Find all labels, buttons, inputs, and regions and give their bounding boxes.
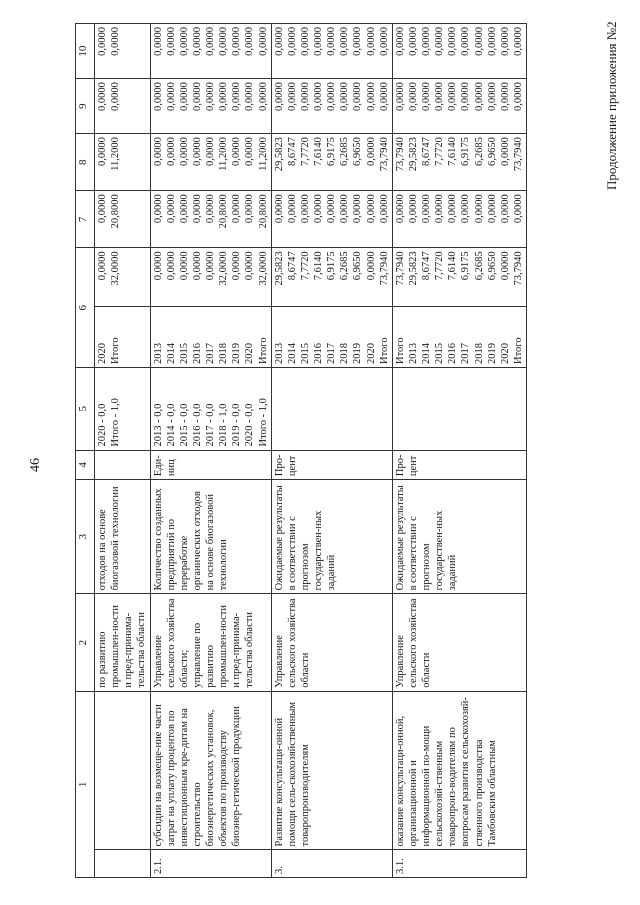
program-table (75, 23, 527, 878)
value-col9-cell (150, 79, 271, 134)
value-col9-value: 0,0000 (218, 82, 230, 111)
year-value: Итого (512, 337, 524, 364)
value-col10-value: 0,0000 (273, 27, 285, 56)
value-col7-value: 0,0000 (152, 194, 164, 224)
value-col8-value: 7,7720 (434, 137, 446, 166)
value-col10-value: 0,0000 (473, 27, 485, 56)
value-col6-value: 6,2685 (339, 251, 351, 281)
table-body (95, 24, 527, 878)
value-col10-value: 0,0000 (460, 27, 472, 56)
value-col10-value: 0,0000 (394, 27, 406, 56)
num-cell (95, 850, 151, 878)
value-col6-cell (95, 248, 151, 306)
value-col7-value: 0,0000 (473, 194, 485, 224)
indicator-cell: отходов на основе биогазовой технологии (95, 480, 151, 594)
value-col8-value: 6,2685 (339, 137, 351, 166)
value-col10-cell (150, 24, 271, 79)
header-cell-4: 4 (76, 450, 95, 480)
value-col7-value: 0,0000 (273, 194, 285, 224)
year-value: 2014 (165, 342, 177, 364)
responsible-cell: Управление сельского хозяйства области (392, 594, 526, 691)
value-col8-cell (392, 134, 526, 191)
name-cell (95, 691, 151, 850)
value-col9-value: 0,0000 (365, 82, 377, 111)
header-cell-9: 9 (76, 79, 95, 134)
value-col8-value: 0,0000 (365, 137, 377, 166)
value-col8-value: 11,2000 (257, 137, 269, 171)
value-col6-value: 32,0000 (257, 251, 269, 286)
value-col8-value: 0,0000 (499, 137, 511, 166)
value-col9-value: 0,0000 (110, 82, 122, 111)
value-col7-value: 0,0000 (499, 194, 511, 224)
year-cell (392, 306, 526, 367)
year-value: 2017 (205, 342, 216, 364)
value-col8-cell (150, 134, 271, 191)
value-col7-cell (271, 191, 392, 248)
value-col8-value: 0,0000 (97, 137, 108, 166)
responsible-cell: Управление сельского хозяйства области (271, 594, 392, 691)
year-value: 2016 (191, 342, 203, 364)
value-col6-value: 8,6747 (421, 251, 432, 281)
value-col6-value: 0,0000 (97, 251, 108, 281)
year-value: 2015 (434, 342, 446, 364)
value-col10-value: 0,0000 (339, 27, 351, 56)
value-col10-value: 0,0000 (152, 27, 164, 56)
value-col6-value: 6,2685 (473, 251, 485, 281)
name-cell: Развитие консультаци-онной помощи сель-скохозяйственным товаропроизводителям (271, 691, 392, 850)
year-value: 2013 (152, 342, 164, 364)
year-value: 2016 (313, 342, 324, 364)
target-cell (95, 367, 151, 450)
value-col6-value: 0,0000 (244, 251, 256, 281)
value-col9-value: 0,0000 (286, 82, 298, 111)
value-col6-value: 32,0000 (110, 251, 122, 286)
value-col9-value: 0,0000 (191, 82, 203, 111)
value-col6-cell (392, 248, 526, 306)
year-value: 2015 (178, 342, 190, 364)
year-value: 2013 (273, 342, 285, 364)
value-col6-value: 0,0000 (231, 251, 243, 281)
value-col7-value: 0,0000 (394, 194, 406, 224)
value-col10-cell (271, 24, 392, 79)
header-cell-1: 1 (76, 691, 95, 877)
num-cell: 2.1. (150, 850, 271, 878)
value-col6-value: 29,5823 (273, 251, 285, 286)
value-col10-value: 0,0000 (257, 27, 269, 56)
responsible-cell: по развитию промышлен-ности и пред-принима-тельства области (95, 594, 151, 691)
value-col10-value: 0,0000 (165, 27, 177, 56)
target-value: Итого - 1,0 (110, 398, 122, 447)
value-col10-value: 0,0000 (434, 27, 446, 56)
value-col9-cell (392, 79, 526, 134)
year-value: Итого (394, 337, 406, 364)
value-col6-value: 0,0000 (152, 251, 164, 281)
target-value: 2014 - 0,0 (165, 403, 177, 447)
value-col10-value: 0,0000 (178, 27, 190, 56)
header-cell-6: 6 (76, 248, 95, 368)
value-col9-value: 0,0000 (257, 82, 269, 111)
value-col10-value: 0,0000 (191, 27, 203, 56)
value-col6-value: 6,9650 (486, 251, 498, 281)
year-value: 2019 (231, 342, 243, 364)
value-col6-value: 7,7720 (299, 251, 311, 281)
value-col8-value: 6,9650 (352, 137, 364, 166)
target-value: Итого - 1,0 (257, 398, 269, 447)
value-col9-value: 0,0000 (499, 82, 511, 111)
header-cell-3: 3 (76, 480, 95, 594)
year-value: 2013 (407, 342, 419, 364)
value-col6-value: 6,9175 (460, 251, 472, 281)
value-col8-value: 6,9650 (486, 137, 498, 166)
value-col9-value: 0,0000 (313, 82, 324, 111)
value-col10-value: 0,0000 (110, 27, 122, 56)
document-sheet (75, 23, 592, 878)
value-col9-value: 0,0000 (352, 82, 364, 111)
value-col7-value: 0,0000 (231, 194, 243, 224)
year-value: 2020 (97, 342, 108, 364)
value-col7-value: 0,0000 (407, 194, 419, 224)
target-cell (271, 367, 392, 450)
value-col8-value: 29,5823 (273, 137, 285, 172)
value-col7-value: 0,0000 (244, 194, 256, 224)
value-col7-value: 0,0000 (205, 194, 216, 224)
year-value: 2014 (421, 342, 432, 364)
value-col8-value: 6,9175 (460, 137, 472, 166)
value-col8-value: 6,2685 (473, 137, 485, 166)
year-value: 2017 (460, 342, 472, 364)
value-col7-value: 0,0000 (365, 194, 377, 224)
value-col10-value: 0,0000 (407, 27, 419, 56)
value-col7-value: 20,8000 (257, 194, 269, 229)
value-col9-value: 0,0000 (460, 82, 472, 111)
target-cell (150, 367, 271, 450)
table-row (271, 24, 392, 878)
value-col10-value: 0,0000 (352, 27, 364, 56)
value-col10-cell (392, 24, 526, 79)
name-cell: субсидии на возмеще-ние части затрат на уплату процентов по инвестиционным кре-дитам на строительство биоэнергетических установок, объектов по производству биоэнер-гетической продукции (150, 691, 271, 850)
value-col10-value: 0,0000 (447, 27, 459, 56)
year-cell (150, 306, 271, 367)
target-value: 2015 - 0,0 (178, 403, 190, 447)
value-col8-value: 7,6140 (447, 137, 459, 166)
year-value: 2019 (486, 342, 498, 364)
value-col6-value: 0,0000 (165, 251, 177, 281)
target-cell (392, 367, 526, 450)
target-value: 2019 - 0,0 (231, 403, 243, 447)
value-col9-value: 0,0000 (165, 82, 177, 111)
value-col9-value: 0,0000 (326, 82, 338, 111)
value-col10-value: 0,0000 (313, 27, 324, 56)
indicator-cell: Ожидаемые результаты в соответствии с прогнозом государствен-ных заданий (271, 480, 392, 594)
year-value: 2018 (473, 342, 485, 364)
value-col7-value: 20,8000 (218, 194, 230, 229)
value-col9-value: 0,0000 (299, 82, 311, 111)
value-col9-value: 0,0000 (394, 82, 406, 111)
value-col8-value: 0,0000 (178, 137, 190, 166)
value-col8-value: 29,5823 (407, 137, 419, 172)
value-col10-value: 0,0000 (486, 27, 498, 56)
value-col6-value: 8,6747 (286, 251, 298, 281)
value-col7-value: 0,0000 (97, 194, 108, 224)
year-value: 2016 (447, 342, 459, 364)
value-col8-value: 0,0000 (231, 137, 243, 166)
year-value: 2020 (499, 342, 511, 364)
value-col9-value: 0,0000 (97, 82, 108, 111)
year-value: 2020 (244, 342, 256, 364)
value-col9-value: 0,0000 (339, 82, 351, 111)
header-cell-7: 7 (76, 191, 95, 248)
value-col7-value: 0,0000 (299, 194, 311, 224)
value-col7-value: 0,0000 (165, 194, 177, 224)
value-col8-value: 8,6747 (286, 137, 298, 166)
header-cell-5: 5 (76, 367, 95, 450)
value-col7-value: 0,0000 (460, 194, 472, 224)
value-col8-value: 73,7940 (378, 137, 390, 172)
value-col9-value: 0,0000 (273, 82, 285, 111)
year-value: 2018 (218, 342, 230, 364)
value-col6-cell (150, 248, 271, 306)
year-value: 2015 (299, 342, 311, 364)
value-col6-value: 7,6140 (313, 251, 324, 281)
year-value: Итого (257, 337, 269, 364)
value-col6-value: 29,5823 (407, 251, 419, 286)
value-col9-value: 0,0000 (473, 82, 485, 111)
value-col9-value: 0,0000 (447, 82, 459, 111)
target-value: 2020 - 0,0 (97, 403, 108, 447)
year-value: Итого (378, 337, 390, 364)
unit-cell: Про-цент (392, 450, 526, 480)
value-col10-value: 0,0000 (499, 27, 511, 56)
value-col9-cell (95, 79, 151, 134)
year-value: 2018 (339, 342, 351, 364)
target-value: 2016 - 0,0 (191, 403, 203, 447)
value-col7-cell (150, 191, 271, 248)
value-col10-value: 0,0000 (286, 27, 298, 56)
value-col7-value: 0,0000 (178, 194, 190, 224)
value-col9-value: 0,0000 (434, 82, 446, 111)
value-col8-value: 0,0000 (244, 137, 256, 166)
value-col8-value: 0,0000 (152, 137, 164, 166)
year-cell (271, 306, 392, 367)
value-col10-value: 0,0000 (205, 27, 216, 56)
value-col9-value: 0,0000 (421, 82, 432, 111)
value-col6-value: 73,7940 (378, 251, 390, 286)
value-col6-value: 0,0000 (178, 251, 190, 281)
value-col7-value: 0,0000 (512, 194, 524, 224)
header-cell-8: 8 (76, 134, 95, 191)
unit-cell: Еди-ниц (150, 450, 271, 480)
value-col10-value: 0,0000 (299, 27, 311, 56)
value-col10-value: 0,0000 (244, 27, 256, 56)
target-value: 2013 - 0,0 (152, 403, 164, 447)
value-col8-value: 0,0000 (165, 137, 177, 166)
value-col8-cell (95, 134, 151, 191)
value-col7-value: 0,0000 (286, 194, 298, 224)
value-col6-value: 7,7720 (434, 251, 446, 281)
value-col6-value: 7,6140 (447, 251, 459, 281)
value-col6-value: 0,0000 (499, 251, 511, 281)
num-cell: 3. (271, 850, 392, 878)
year-value: 2014 (286, 342, 298, 364)
value-col6-value: 6,9650 (352, 251, 364, 281)
value-col7-value: 0,0000 (434, 194, 446, 224)
value-col10-value: 0,0000 (326, 27, 338, 56)
value-col10-cell (95, 24, 151, 79)
value-col9-value: 0,0000 (244, 82, 256, 111)
value-col10-value: 0,0000 (97, 27, 108, 56)
value-col6-value: 73,7940 (512, 251, 524, 286)
value-col7-cell (95, 191, 151, 248)
value-col6-value: 0,0000 (191, 251, 203, 281)
value-col8-cell (271, 134, 392, 191)
value-col10-value: 0,0000 (421, 27, 432, 56)
year-value: 2020 (365, 342, 377, 364)
value-col7-value: 0,0000 (486, 194, 498, 224)
value-col8-value: 6,9175 (326, 137, 338, 166)
value-col10-value: 0,0000 (231, 27, 243, 56)
value-col8-value: 0,0000 (205, 137, 216, 166)
value-col7-value: 0,0000 (447, 194, 459, 224)
value-col9-value: 0,0000 (378, 82, 390, 111)
unit-cell (95, 450, 151, 480)
value-col8-value: 11,2000 (110, 137, 122, 171)
table-row (150, 24, 271, 878)
value-col7-cell (392, 191, 526, 248)
value-col7-value: 0,0000 (339, 194, 351, 224)
value-col9-value: 0,0000 (407, 82, 419, 111)
header-cell-2: 2 (76, 594, 95, 691)
value-col8-value: 11,2000 (218, 137, 230, 171)
table-row (392, 24, 526, 878)
value-col9-value: 0,0000 (152, 82, 164, 111)
num-cell: 3.1. (392, 850, 526, 878)
value-col6-value: 0,0000 (205, 251, 216, 281)
year-value: 2019 (352, 342, 364, 364)
value-col7-value: 0,0000 (421, 194, 432, 224)
value-col8-value: 0,0000 (191, 137, 203, 166)
header-row (76, 24, 95, 878)
value-col7-value: 0,0000 (352, 194, 364, 224)
unit-cell: Про-цент (271, 450, 392, 480)
value-col8-value: 7,7720 (299, 137, 311, 166)
value-col7-value: 0,0000 (313, 194, 324, 224)
value-col7-value: 0,0000 (191, 194, 203, 224)
value-col7-value: 0,0000 (326, 194, 338, 224)
value-col10-value: 0,0000 (365, 27, 377, 56)
value-col9-cell (271, 79, 392, 134)
value-col6-value: 0,0000 (365, 251, 377, 281)
target-value: 2017 - 0,0 (205, 403, 216, 447)
value-col7-value: 0,0000 (378, 194, 390, 224)
year-value: 2017 (326, 342, 338, 364)
appendix-title: Продолжение приложения №2 (604, 21, 619, 190)
value-col8-value: 73,7940 (512, 137, 524, 172)
value-col6-cell (271, 248, 392, 306)
value-col9-value: 0,0000 (486, 82, 498, 111)
value-col6-value: 73,7940 (394, 251, 406, 286)
target-value: 2020 - 0,0 (244, 403, 256, 447)
page-number: 46 (28, 458, 43, 472)
header-cell-10: 10 (76, 24, 95, 79)
value-col9-value: 0,0000 (205, 82, 216, 111)
indicator-cell: Ожидаемые результаты в соответствии с прогнозом государствен-ных заданий (392, 480, 526, 594)
indicator-cell: Количество созданных предприятий по переработке органических отходов на основе биогазовой технологии (150, 480, 271, 594)
table-row (95, 24, 151, 878)
value-col6-value: 6,9175 (326, 251, 338, 281)
value-col9-value: 0,0000 (178, 82, 190, 111)
target-value: 2018 - 1,0 (218, 403, 230, 447)
value-col8-value: 8,6747 (421, 137, 432, 166)
value-col9-value: 0,0000 (512, 82, 524, 111)
name-cell: оказание консультаци-онной, организационной и информационной по-мощи сельскохозяй-ственным товаропроиз-водителям по вопросам развития сельскохозяй-ственного производства Тамбовским областным (392, 691, 526, 850)
value-col9-value: 0,0000 (231, 82, 243, 111)
value-col8-value: 7,6140 (313, 137, 324, 166)
year-value: Итого (110, 337, 122, 364)
value-col6-value: 32,0000 (218, 251, 230, 286)
value-col7-value: 20,8000 (110, 194, 122, 229)
value-col10-value: 0,0000 (218, 27, 230, 56)
value-col8-value: 73,7940 (394, 137, 406, 172)
value-col10-value: 0,0000 (512, 27, 524, 56)
responsible-cell: Управление сельского хозяйства области; управление по развитию промышлен-ности и пред-принима-тельства области (150, 594, 271, 691)
year-cell (95, 306, 151, 367)
value-col10-value: 0,0000 (378, 27, 390, 56)
